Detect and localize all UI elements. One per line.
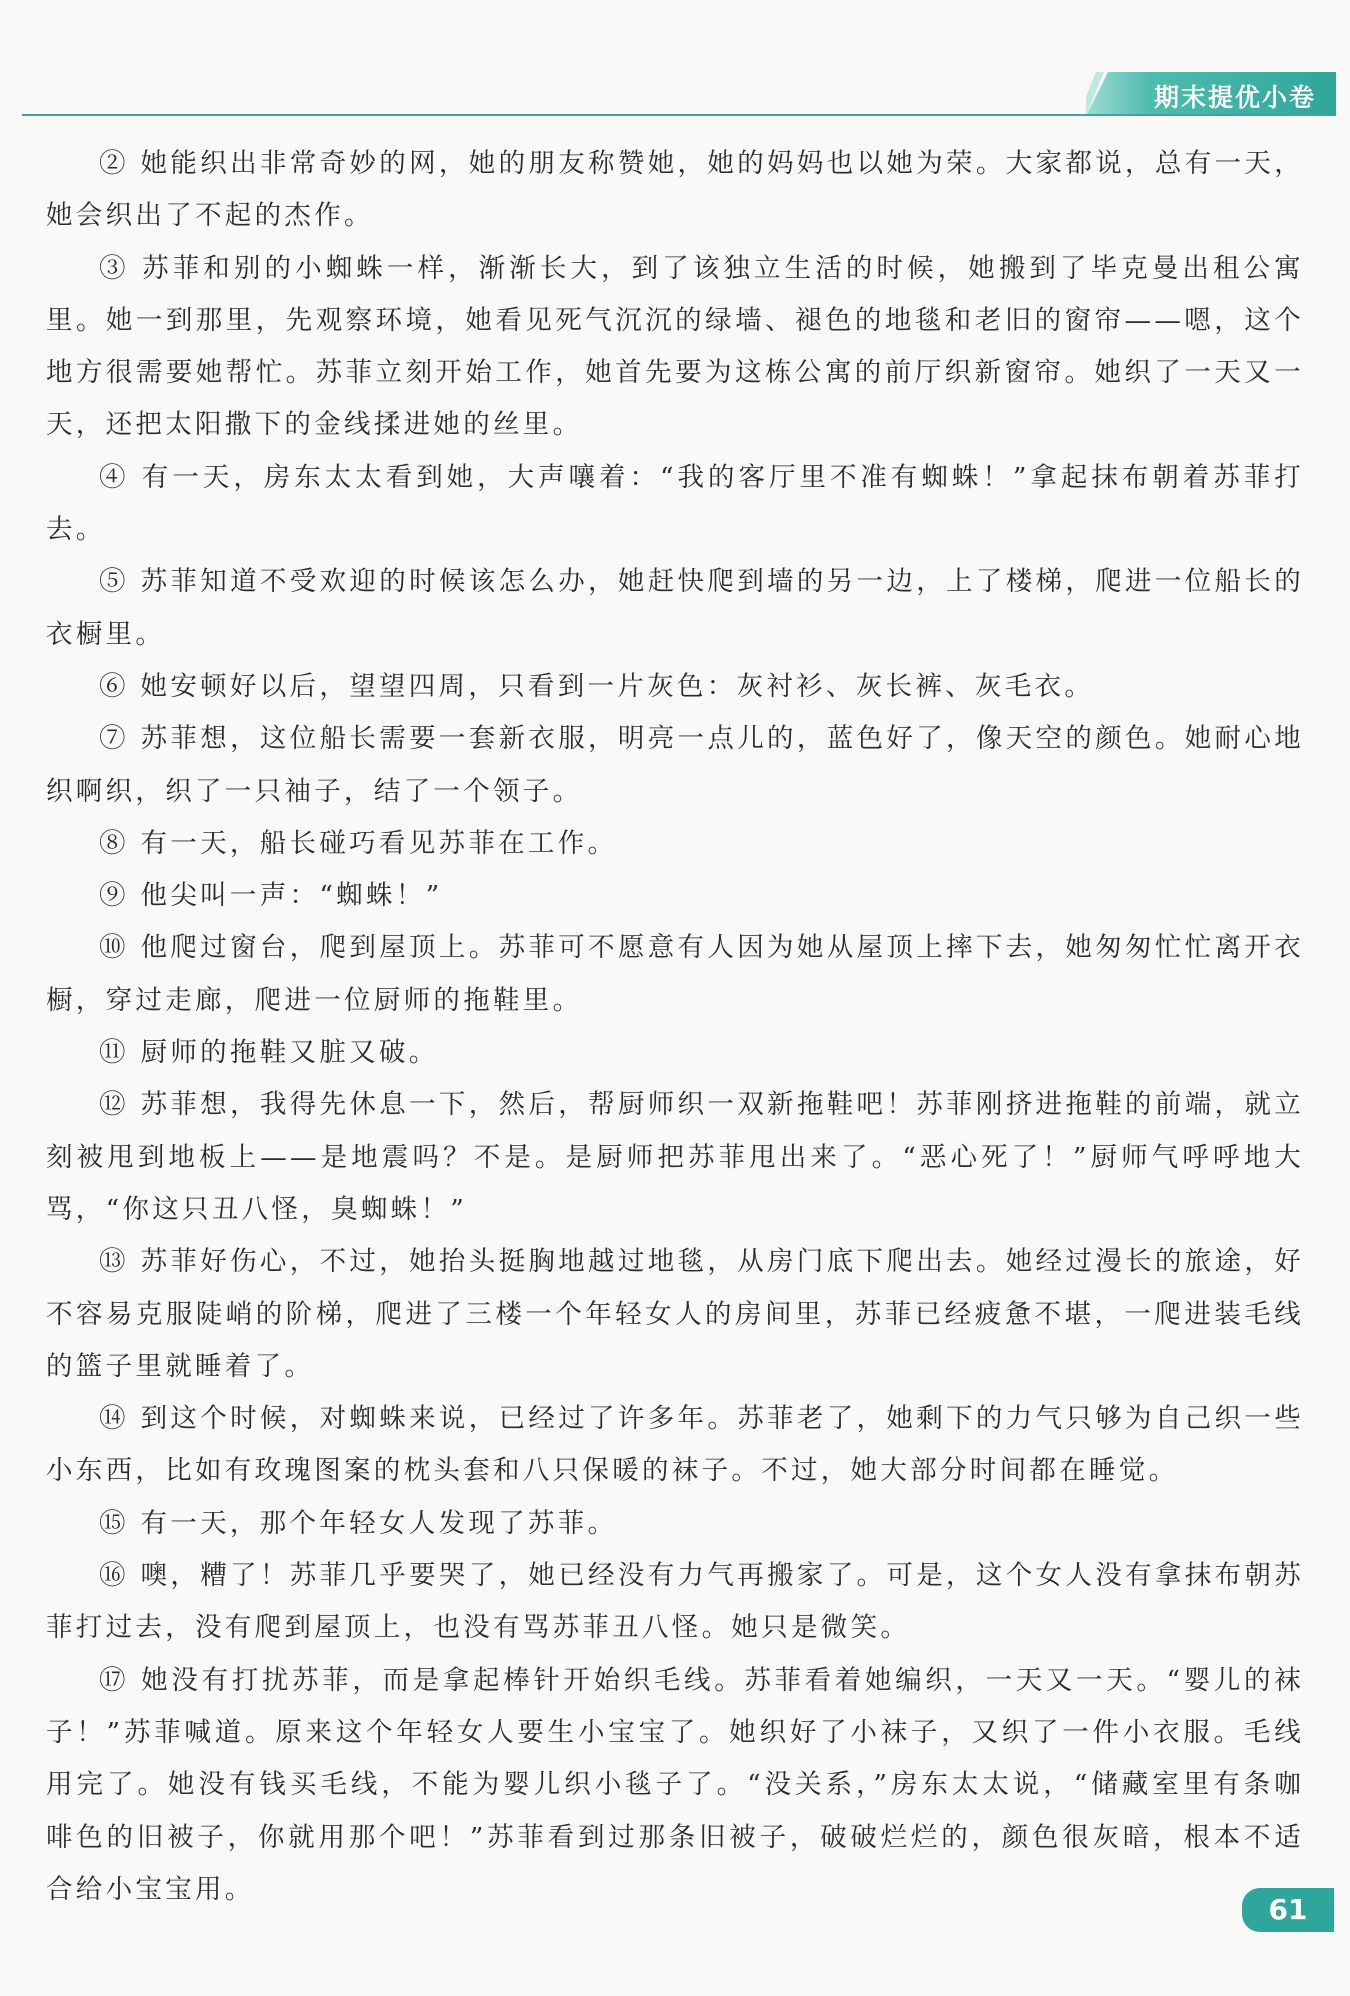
paragraph-8: ⑧ 有一天，船长碰巧看见苏菲在工作。 [99, 827, 618, 859]
header-tag [1086, 72, 1336, 116]
paragraph-5: ⑤ 苏菲知道不受欢迎的时候该怎么办，她赶快爬到墙的另一边，上了楼梯，爬进一位船长的衣橱里。 [46, 566, 1304, 650]
paragraph-10: ⑩ 他爬过窗台，爬到屋顶上。苏菲可不愿意有人因为她从屋顶上摔下去，她匆匆忙忙离开衣橱，穿过走廊，爬进一位厨师的拖鞋里。 [46, 932, 1304, 1016]
paragraph-13: ⑬ 苏菲好伤心，不过，她抬头挺胸地越过地毯，从房门底下爬出去。她经过漫长的旅途，好不容易克服陡峭的阶梯，爬进了三楼一个年轻女人的房间里，苏菲已经疲惫不堪，一爬进装毛线的篮子里就睡着了。 [46, 1246, 1304, 1382]
paragraph-16: ⑯ 噢，糟了！苏菲几乎要哭了，她已经没有力气再搬家了。可是，这个女人没有拿抹布朝苏菲打过去，没有爬到屋顶上，也没有骂苏菲丑八怪。她只是微笑。 [46, 1560, 1304, 1644]
paragraph-2: ② 她能织出非常奇妙的网，她的朋友称赞她，她的妈妈也以她为荣。大家都说，总有一天，她会织出了不起的杰作。 [46, 148, 1304, 232]
paragraph-15: ⑮ 有一天，那个年轻女人发现了苏菲。 [99, 1507, 618, 1539]
header-divider [22, 114, 1328, 116]
paragraph-17: ⑰ 她没有打扰苏菲，而是拿起棒针开始织毛线。苏菲看着她编织，一天又一天。“婴儿的袜子！”苏菲喊道。原来这个年轻女人要生小宝宝了。她织好了小袜子，又织了一件小衣服。毛线用完了。她没有钱买毛线，不能为婴儿织小毯子了。“没关系，”房东太太说，“储藏室里有条咖啡色的旧被子，你就用那个吧！”苏菲看到过那条旧被子，破破烂烂的，颜色很灰暗，根本不适合给小宝宝用。 [46, 1664, 1304, 1905]
header-tag-label: 期末提优小卷 [1153, 83, 1316, 112]
paragraph-9: ⑨ 他尖叫一声：“蜘蛛！” [99, 880, 443, 912]
passage-body [46, 138, 1304, 1916]
paragraph-7: ⑦ 苏菲想，这位船长需要一套新衣服，明亮一点儿的，蓝色好了，像天空的颜色。她耐心地织啊织，织了一只袖子，结了一个领子。 [46, 723, 1304, 807]
page-number: 61 [1242, 1888, 1334, 1932]
paragraph-11: ⑪ 厨师的拖鞋又脏又破。 [99, 1037, 439, 1069]
paragraph-4: ④ 有一天，房东太太看到她，大声嚷着：“我的客厅里不准有蜘蛛！”拿起抹布朝着苏菲打去。 [46, 461, 1304, 546]
paragraph-14: ⑭ 到这个时候，对蜘蛛来说，已经过了许多年。苏菲老了，她剩下的力气只够为自己织一些小东西，比如有玫瑰图案的枕头套和八只保暖的袜子。不过，她大部分时间都在睡觉。 [46, 1403, 1304, 1487]
paragraph-3: ③ 苏菲和别的小蜘蛛一样，渐渐长大，到了该独立生活的时候，她搬到了毕克曼出租公寓里。她一到那里，先观察环境，她看见死气沉沉的绿墙、褪色的地毯和老旧的窗帘——嗯，这个地方很需要她帮忙。苏菲立刻开始工作，她首先要为这栋公寓的前厅织新窗帘。她织了一天又一天，还把太阳撒下的金线揉进她的丝里。 [46, 252, 1304, 441]
paragraph-12: ⑫ 苏菲想，我得先休息一下，然后，帮厨师织一双新拖鞋吧！苏菲刚挤进拖鞋的前端，就立刻被甩到地板上——是地震吗？不是。是厨师把苏菲甩出来了。“恶心死了！”厨师气呼呼地大骂，“你这只丑八怪，臭蜘蛛！” [46, 1089, 1304, 1225]
paragraph-6: ⑥ 她安顿好以后，望望四周，只看到一片灰色：灰衬衫、灰长裤、灰毛衣。 [99, 670, 1095, 702]
